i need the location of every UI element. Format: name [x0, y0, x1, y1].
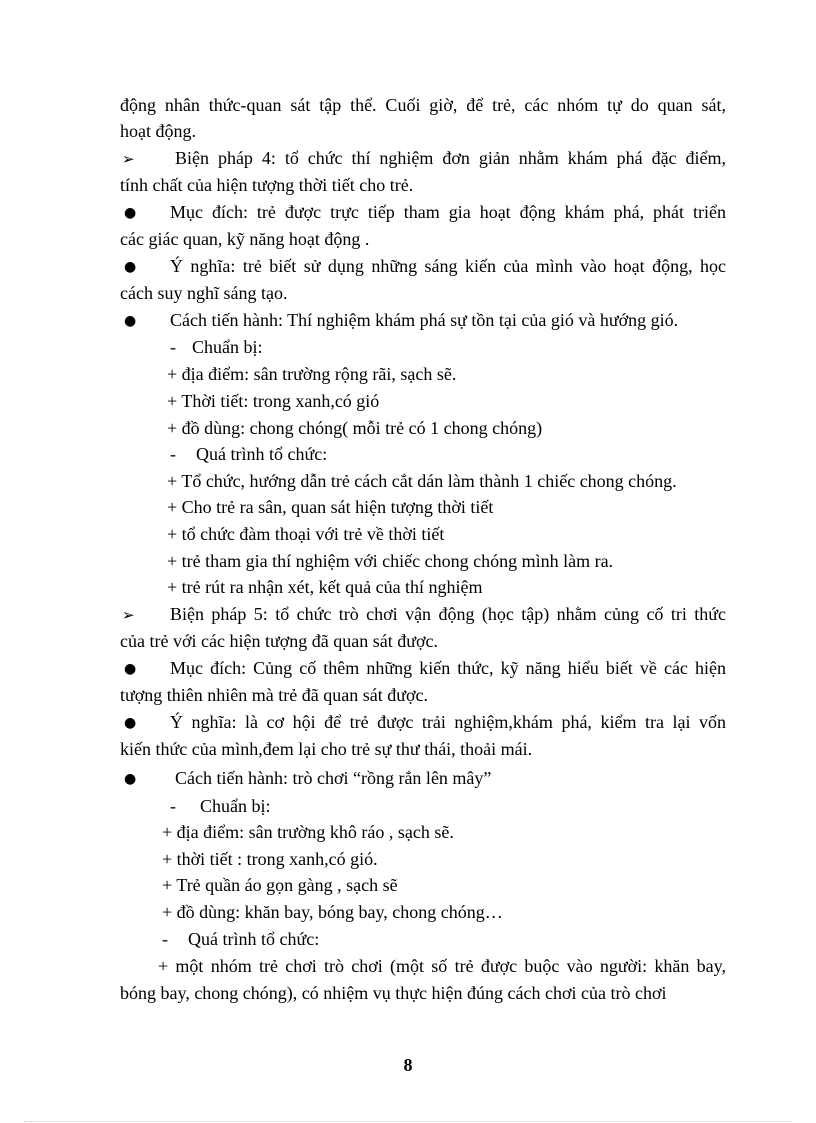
paragraph-line: Ý nghĩa: trẻ biết sử dụng những sáng kiến của mình vào hoạt động, học — [170, 256, 726, 276]
measure-heading: Biện pháp 4: tổ chức thí nghiệm đơn giản nhằm khám phá đặc điểm, — [175, 148, 726, 168]
paragraph-line: Cách tiến hành: trò chơi “rồng rắn lên mây” — [175, 768, 492, 788]
paragraph-line: bóng bay, chong chóng), có nhiệm vụ thực hiện đúng cách chơi của trò chơi — [120, 983, 667, 1003]
paragraph-line: cách suy nghĩ sáng tạo. — [120, 283, 288, 303]
bullet-dot-icon: ● — [124, 771, 137, 787]
list-item: + đồ dùng: chong chóng( mỗi trẻ có 1 chong chóng) — [167, 418, 543, 438]
paragraph-line: các giác quan, kỹ năng hoạt động . — [120, 229, 370, 249]
bullet-dot-icon: ● — [124, 661, 137, 677]
paragraph-line: hoạt động. — [120, 121, 196, 141]
dash-bullet: - — [170, 337, 176, 357]
bullet-dot-icon: ● — [124, 313, 137, 329]
subheading: Quá trình tổ chức: — [188, 929, 320, 949]
list-item: + địa điểm: sân trường khô ráo , sạch sẽ. — [162, 822, 454, 842]
bullet-dot-icon: ● — [124, 259, 137, 275]
arrow-bullet-icon: ➢ — [122, 606, 135, 624]
subheading: Chuẩn bị: — [192, 337, 263, 357]
list-item: + địa điểm: sân trường rộng rãi, sạch sẽ. — [167, 364, 457, 384]
dash-bullet: - — [162, 929, 168, 949]
paragraph-line: động nhân thức-quan sát tập thể. Cuối giờ, để trẻ, các nhóm tự do quan sát, — [120, 95, 726, 115]
arrow-bullet-icon: ➢ — [122, 150, 135, 168]
paragraph-line: của trẻ với các hiện tượng đã quan sát được. — [120, 631, 438, 651]
paragraph-line: kiến thức của mình,đem lại cho trẻ sự thư thái, thoải mái. — [120, 739, 533, 759]
list-item: + Thời tiết: trong xanh,có gió — [167, 391, 380, 411]
bullet-dot-icon: ● — [124, 715, 137, 731]
paragraph-line: Ý nghĩa: là cơ hội để trẻ được trải nghiệm,khám phá, kiểm tra lại vốn — [170, 712, 726, 732]
dash-bullet: - — [170, 444, 176, 464]
list-item: + tổ chức đàm thoại với trẻ về thời tiết — [167, 524, 445, 544]
list-item: + Cho trẻ ra sân, quan sát hiện tượng thời tiết — [167, 497, 494, 517]
list-item: + thời tiết : trong xanh,có gió. — [162, 849, 378, 869]
bullet-dot-icon: ● — [124, 205, 137, 221]
subheading: Chuẩn bị: — [200, 796, 271, 816]
page-bottom-divider — [24, 1121, 792, 1122]
paragraph-line: Mục đích: trẻ được trực tiếp tham gia hoạt động khám phá, phát triển — [170, 202, 726, 222]
subheading: Quá trình tổ chức: — [196, 444, 328, 464]
list-item: + trẻ tham gia thí nghiệm với chiếc chong chóng mình làm ra. — [167, 551, 614, 571]
paragraph-line: tượng thiên nhiên mà trẻ đã quan sát được. — [120, 685, 428, 705]
list-item: + Tổ chức, hướng dẫn trẻ cách cắt dán làm thành 1 chiếc chong chóng. — [167, 471, 677, 491]
list-item: + Trẻ quần áo gọn gàng , sạch sẽ — [162, 875, 398, 895]
dash-bullet: - — [170, 796, 176, 816]
paragraph-line: Mục đích: Củng cố thêm những kiến thức, kỹ năng hiểu biết về các hiện — [170, 658, 726, 678]
list-item: + một nhóm trẻ chơi trò chơi (một số trẻ được buộc vào người: khăn bay, — [158, 956, 726, 976]
paragraph-line: Cách tiến hành: Thí nghiệm khám phá sự tồn tại của gió và hướng gió. — [170, 310, 679, 330]
page-number: 8 — [403, 1055, 413, 1075]
paragraph-line: tính chất của hiện tượng thời tiết cho trẻ. — [120, 175, 414, 195]
measure-heading: Biện pháp 5: tổ chức trò chơi vận động (học tập) nhằm củng cố tri thức — [170, 604, 726, 624]
list-item: + trẻ rút ra nhận xét, kết quả của thí nghiệm — [167, 577, 483, 597]
list-item: + đồ dùng: khăn bay, bóng bay, chong chóng… — [162, 902, 503, 922]
